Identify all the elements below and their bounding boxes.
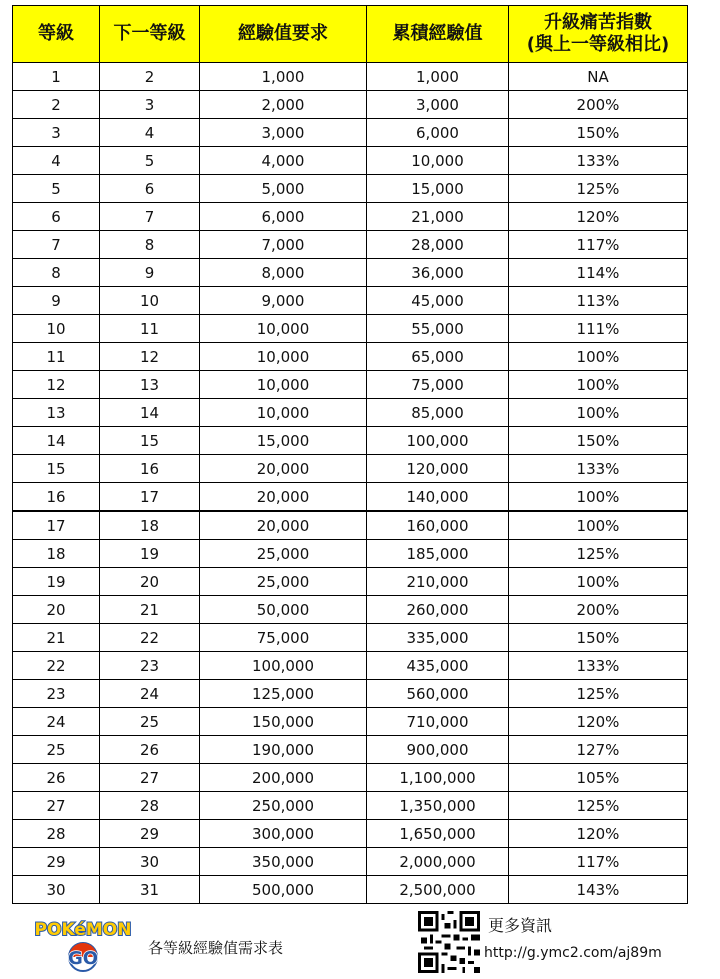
- table-row: [13, 175, 688, 203]
- cell-xp-required: 300,000: [200, 820, 367, 848]
- table-row: [13, 680, 688, 708]
- header-level: 等級: [13, 6, 100, 63]
- cell-next-level: 22: [100, 624, 200, 652]
- cell-pain-index: 133%: [509, 147, 688, 175]
- cell-xp-required: 125,000: [200, 680, 367, 708]
- cell-level: 21: [13, 624, 100, 652]
- cell-cumulative-xp: 2,000,000: [367, 848, 509, 876]
- cell-pain-index: 120%: [509, 203, 688, 231]
- cell-cumulative-xp: 65,000: [367, 343, 509, 371]
- cell-xp-required: 6,000: [200, 203, 367, 231]
- cell-next-level: 29: [100, 820, 200, 848]
- qr-code-icon[interactable]: [418, 911, 480, 973]
- cell-xp-required: 4,000: [200, 147, 367, 175]
- cell-level: 5: [13, 175, 100, 203]
- cell-next-level: 19: [100, 540, 200, 568]
- cell-xp-required: 100,000: [200, 652, 367, 680]
- table-row: [13, 764, 688, 792]
- cell-level: 24: [13, 708, 100, 736]
- footer-title: 各等級經驗值需求表: [148, 939, 284, 957]
- cell-cumulative-xp: 15,000: [367, 175, 509, 203]
- cell-level: 27: [13, 792, 100, 820]
- cell-xp-required: 10,000: [200, 371, 367, 399]
- cell-xp-required: 10,000: [200, 343, 367, 371]
- table-row: [13, 231, 688, 259]
- cell-cumulative-xp: 435,000: [367, 652, 509, 680]
- cell-level: 14: [13, 427, 100, 455]
- cell-level: 1: [13, 63, 100, 91]
- cell-level: 10: [13, 315, 100, 343]
- header-pain-index-line1: 升級痛苦指數: [544, 12, 652, 33]
- cell-level: 6: [13, 203, 100, 231]
- cell-xp-required: 250,000: [200, 792, 367, 820]
- cell-cumulative-xp: 2,500,000: [367, 876, 509, 904]
- cell-level: 17: [13, 511, 100, 540]
- cell-cumulative-xp: 3,000: [367, 91, 509, 119]
- cell-level: 20: [13, 596, 100, 624]
- cell-pain-index: 143%: [509, 876, 688, 904]
- cell-pain-index: 127%: [509, 736, 688, 764]
- cell-xp-required: 150,000: [200, 708, 367, 736]
- cell-pain-index: 125%: [509, 792, 688, 820]
- more-info-label: 更多資訊: [488, 916, 553, 935]
- cell-cumulative-xp: 1,100,000: [367, 764, 509, 792]
- table-row: [13, 624, 688, 652]
- cell-xp-required: 20,000: [200, 511, 367, 540]
- cell-pain-index: 150%: [509, 119, 688, 147]
- cell-level: 18: [13, 540, 100, 568]
- header-next-level: 下一等級: [100, 6, 200, 63]
- table-row: [13, 427, 688, 455]
- table-row: [13, 259, 688, 287]
- cell-next-level: 7: [100, 203, 200, 231]
- cell-xp-required: 3,000: [200, 119, 367, 147]
- cell-xp-required: 200,000: [200, 764, 367, 792]
- table-row: [13, 343, 688, 371]
- cell-next-level: 14: [100, 399, 200, 427]
- table-row: [13, 792, 688, 820]
- table-row: [13, 63, 688, 91]
- cell-next-level: 16: [100, 455, 200, 483]
- table-row: [13, 371, 688, 399]
- cell-pain-index: 117%: [509, 231, 688, 259]
- cell-next-level: 6: [100, 175, 200, 203]
- table-row: [13, 315, 688, 343]
- cell-cumulative-xp: 1,000: [367, 63, 509, 91]
- table-body: [13, 63, 688, 904]
- header-pain-index: [509, 6, 688, 63]
- cell-xp-required: 20,000: [200, 483, 367, 512]
- cell-level: 22: [13, 652, 100, 680]
- cell-cumulative-xp: 335,000: [367, 624, 509, 652]
- cell-xp-required: 10,000: [200, 315, 367, 343]
- cell-cumulative-xp: 10,000: [367, 147, 509, 175]
- cell-next-level: 5: [100, 147, 200, 175]
- cell-pain-index: 125%: [509, 540, 688, 568]
- pokemon-go-logo: [33, 909, 133, 975]
- cell-next-level: 28: [100, 792, 200, 820]
- table-row: [13, 736, 688, 764]
- cell-level: 3: [13, 119, 100, 147]
- cell-cumulative-xp: 560,000: [367, 680, 509, 708]
- table-row: [13, 540, 688, 568]
- cell-cumulative-xp: 210,000: [367, 568, 509, 596]
- cell-cumulative-xp: 85,000: [367, 399, 509, 427]
- cell-level: 25: [13, 736, 100, 764]
- cell-level: 15: [13, 455, 100, 483]
- cell-xp-required: 10,000: [200, 399, 367, 427]
- cell-cumulative-xp: 6,000: [367, 119, 509, 147]
- cell-level: 11: [13, 343, 100, 371]
- cell-pain-index: 133%: [509, 652, 688, 680]
- cell-pain-index: 125%: [509, 175, 688, 203]
- cell-next-level: 20: [100, 568, 200, 596]
- cell-cumulative-xp: 140,000: [367, 483, 509, 512]
- cell-next-level: 27: [100, 764, 200, 792]
- header-pain-index-line2: (與上一等級相比): [526, 34, 670, 55]
- cell-next-level: 23: [100, 652, 200, 680]
- cell-pain-index: 125%: [509, 680, 688, 708]
- cell-xp-required: 5,000: [200, 175, 367, 203]
- cell-next-level: 17: [100, 483, 200, 512]
- table-row: [13, 848, 688, 876]
- header-xp-required: 經驗值要求: [200, 6, 367, 63]
- cell-next-level: 25: [100, 708, 200, 736]
- cell-level: 4: [13, 147, 100, 175]
- table-row: [13, 287, 688, 315]
- cell-pain-index: 100%: [509, 399, 688, 427]
- table-row: [13, 147, 688, 175]
- logo-go-text: GO: [67, 948, 99, 969]
- cell-next-level: 12: [100, 343, 200, 371]
- cell-pain-index: 113%: [509, 287, 688, 315]
- cell-cumulative-xp: 160,000: [367, 511, 509, 540]
- table-row: [13, 399, 688, 427]
- cell-cumulative-xp: 260,000: [367, 596, 509, 624]
- cell-xp-required: 190,000: [200, 736, 367, 764]
- cell-level: 8: [13, 259, 100, 287]
- cell-level: 13: [13, 399, 100, 427]
- cell-next-level: 26: [100, 736, 200, 764]
- cell-cumulative-xp: 185,000: [367, 540, 509, 568]
- cell-pain-index: 150%: [509, 624, 688, 652]
- header-cumulative-xp: 累積經驗值: [367, 6, 509, 63]
- cell-cumulative-xp: 900,000: [367, 736, 509, 764]
- cell-pain-index: 117%: [509, 848, 688, 876]
- cell-cumulative-xp: 28,000: [367, 231, 509, 259]
- table-row: [13, 119, 688, 147]
- table-row: [13, 596, 688, 624]
- cell-next-level: 15: [100, 427, 200, 455]
- table-row: [13, 483, 688, 512]
- cell-pain-index: 100%: [509, 511, 688, 540]
- cell-cumulative-xp: 1,350,000: [367, 792, 509, 820]
- cell-pain-index: 100%: [509, 483, 688, 512]
- cell-xp-required: 1,000: [200, 63, 367, 91]
- cell-pain-index: 105%: [509, 764, 688, 792]
- cell-pain-index: NA: [509, 63, 688, 91]
- xp-requirements-table: [12, 5, 688, 904]
- cell-xp-required: 75,000: [200, 624, 367, 652]
- cell-next-level: 3: [100, 91, 200, 119]
- cell-xp-required: 7,000: [200, 231, 367, 259]
- cell-level: 19: [13, 568, 100, 596]
- cell-pain-index: 100%: [509, 568, 688, 596]
- cell-level: 16: [13, 483, 100, 512]
- table-row: [13, 820, 688, 848]
- cell-next-level: 11: [100, 315, 200, 343]
- cell-xp-required: 500,000: [200, 876, 367, 904]
- cell-xp-required: 350,000: [200, 848, 367, 876]
- cell-cumulative-xp: 21,000: [367, 203, 509, 231]
- cell-xp-required: 9,000: [200, 287, 367, 315]
- table-row: [13, 876, 688, 904]
- cell-xp-required: 20,000: [200, 455, 367, 483]
- cell-next-level: 9: [100, 259, 200, 287]
- cell-pain-index: 100%: [509, 343, 688, 371]
- table-row: [13, 708, 688, 736]
- cell-next-level: 10: [100, 287, 200, 315]
- cell-next-level: 21: [100, 596, 200, 624]
- cell-xp-required: 25,000: [200, 568, 367, 596]
- info-url-link[interactable]: http://g.ymc2.com/aj89m: [484, 945, 662, 961]
- cell-next-level: 2: [100, 63, 200, 91]
- table-row: [13, 652, 688, 680]
- cell-level: 2: [13, 91, 100, 119]
- cell-next-level: 24: [100, 680, 200, 708]
- cell-level: 9: [13, 287, 100, 315]
- cell-cumulative-xp: 710,000: [367, 708, 509, 736]
- cell-xp-required: 25,000: [200, 540, 367, 568]
- table-row: [13, 455, 688, 483]
- cell-pain-index: 114%: [509, 259, 688, 287]
- cell-pain-index: 100%: [509, 371, 688, 399]
- cell-pain-index: 200%: [509, 91, 688, 119]
- table-row: [13, 511, 688, 540]
- cell-cumulative-xp: 55,000: [367, 315, 509, 343]
- cell-xp-required: 15,000: [200, 427, 367, 455]
- cell-next-level: 4: [100, 119, 200, 147]
- cell-next-level: 18: [100, 511, 200, 540]
- cell-cumulative-xp: 100,000: [367, 427, 509, 455]
- cell-cumulative-xp: 75,000: [367, 371, 509, 399]
- cell-cumulative-xp: 120,000: [367, 455, 509, 483]
- cell-level: 30: [13, 876, 100, 904]
- cell-pain-index: 200%: [509, 596, 688, 624]
- cell-level: 29: [13, 848, 100, 876]
- cell-next-level: 30: [100, 848, 200, 876]
- cell-next-level: 13: [100, 371, 200, 399]
- cell-level: 28: [13, 820, 100, 848]
- cell-cumulative-xp: 45,000: [367, 287, 509, 315]
- cell-xp-required: 50,000: [200, 596, 367, 624]
- table-row: [13, 568, 688, 596]
- cell-pain-index: 120%: [509, 820, 688, 848]
- logo-pokemon-text: POKéMON: [34, 920, 132, 940]
- cell-cumulative-xp: 1,650,000: [367, 820, 509, 848]
- cell-level: 12: [13, 371, 100, 399]
- cell-pain-index: 120%: [509, 708, 688, 736]
- table-row: [13, 91, 688, 119]
- cell-pain-index: 111%: [509, 315, 688, 343]
- cell-next-level: 8: [100, 231, 200, 259]
- cell-level: 23: [13, 680, 100, 708]
- cell-level: 7: [13, 231, 100, 259]
- cell-xp-required: 2,000: [200, 91, 367, 119]
- table-header-row: [13, 6, 688, 63]
- cell-pain-index: 150%: [509, 427, 688, 455]
- cell-xp-required: 8,000: [200, 259, 367, 287]
- cell-level: 26: [13, 764, 100, 792]
- cell-pain-index: 133%: [509, 455, 688, 483]
- footer: [0, 905, 720, 979]
- table-row: [13, 203, 688, 231]
- cell-next-level: 31: [100, 876, 200, 904]
- cell-cumulative-xp: 36,000: [367, 259, 509, 287]
